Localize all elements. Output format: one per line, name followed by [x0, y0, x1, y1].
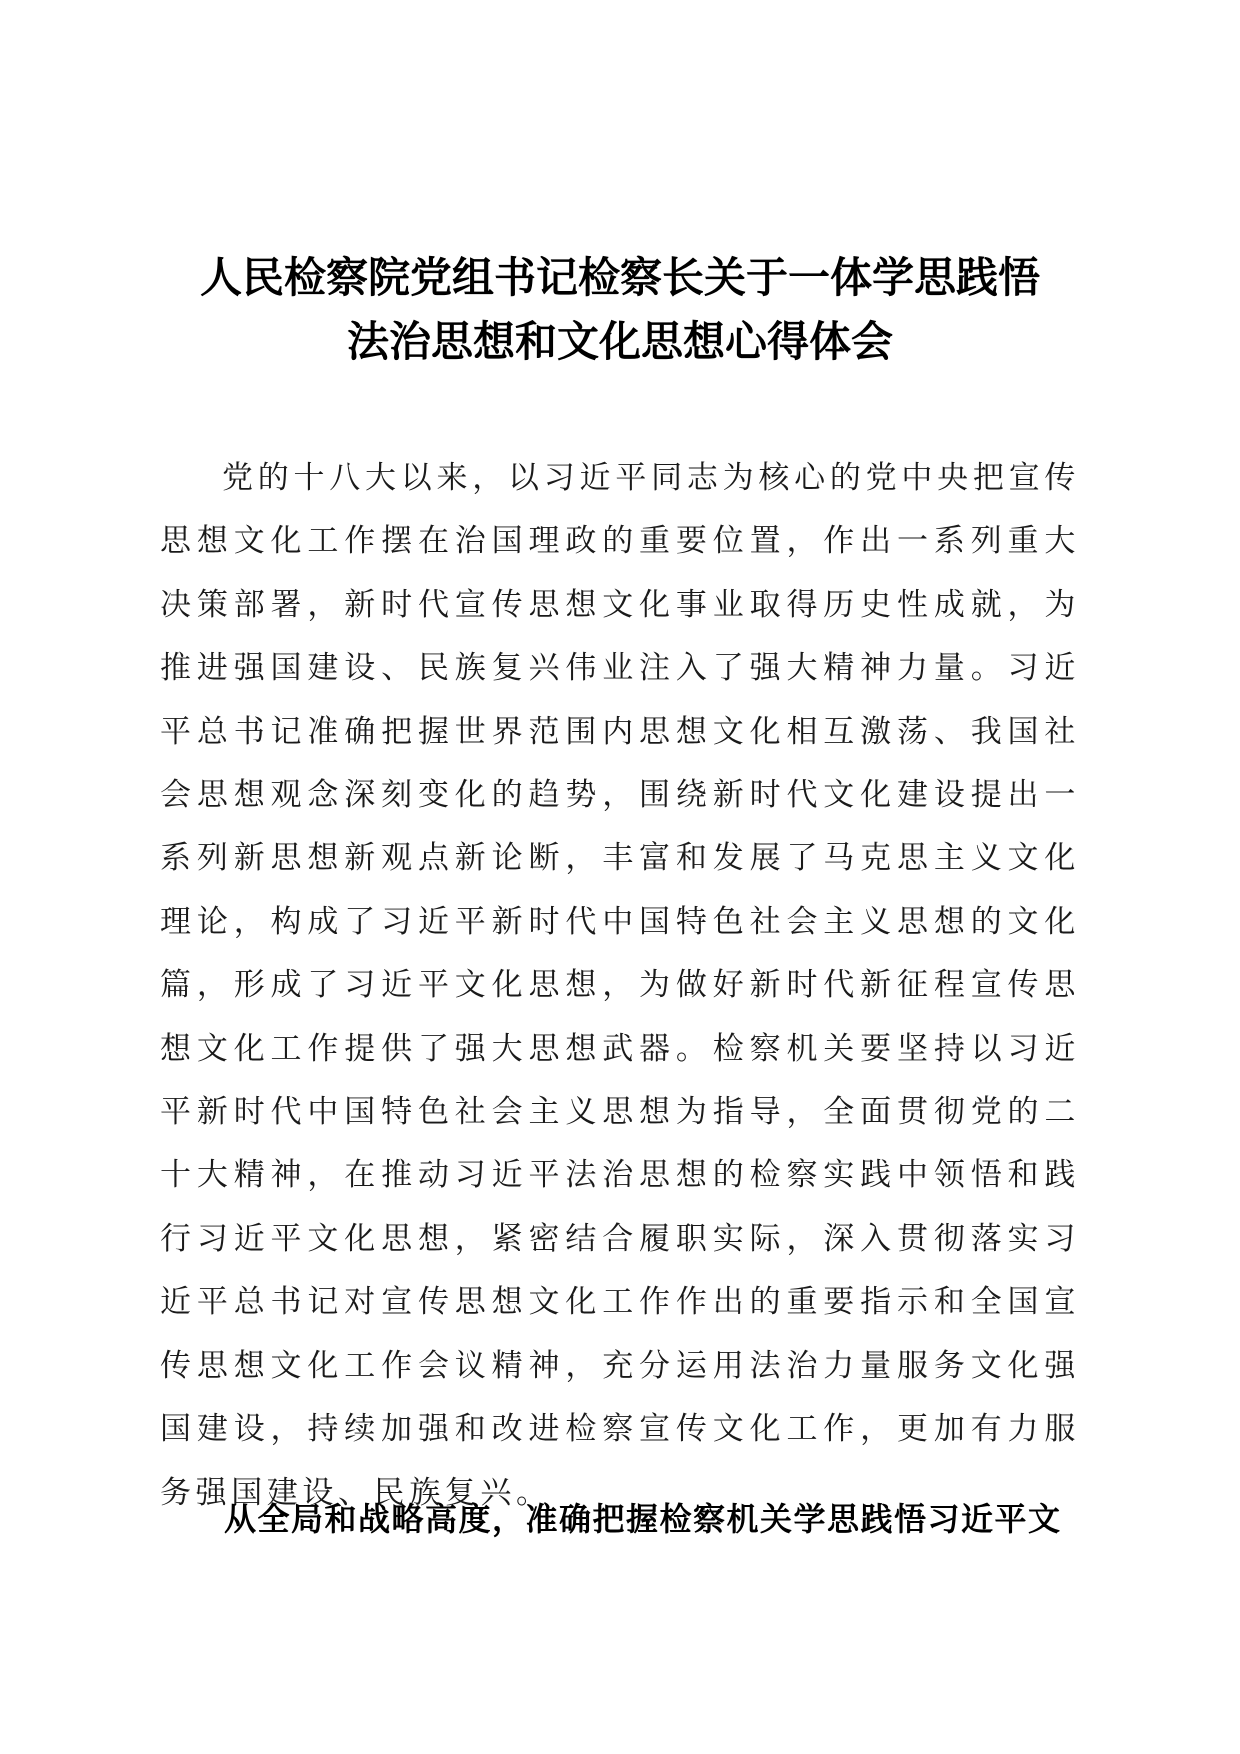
title-line-1: 人民检察院党组书记检察长关于一体学思践悟	[199, 253, 1040, 302]
body-paragraph: 党的十八大以来，以习近平同志为核心的党中央把宣传思想文化工作摆在治国理政的重要位置，作出一系列重大决策部署，新时代宣传思想文化事业取得历史性成就，为推进强国建设、民族复兴伟业注入了强大精神力量。习近平总书记准确把握世界范围内思想文化相互激荡、我国社会思想观念深刻变化的趋势，围绕新时代文化建设提出一系列新思想新观点新论断，丰富和发展了马克思主义文化理论，构成了习近平新时代中国特色社会主义思想的文化篇，形成了习近平文化思想，为做好新时代新征程宣传思想文化工作提供了强大思想武器。检察机关要坚持以习近平新时代中国特色社会主义思想为指导，全面贯彻党的二十大精神，在推动习近平法治思想的检察实践中领悟和践行习近平文化思想，紧密结合履职实际，深入贯彻落实习近平总书记对宣传思想文化工作作出的重要指示和全国宣传思想文化工作会议精神，充分运用法治力量服务文化强国建设，持续加强和改进检察宣传文化工作，更加有力服务强国建设、民族复兴。	[160, 460, 1080, 1511]
document-title	[140, 246, 1100, 374]
section-heading: 从全局和战略高度，准确把握检察机关学思践悟习近平文	[224, 1500, 1062, 1538]
title-line-2: 法治思想和文化思想心得体会	[346, 317, 893, 366]
document-body	[160, 447, 1080, 1525]
